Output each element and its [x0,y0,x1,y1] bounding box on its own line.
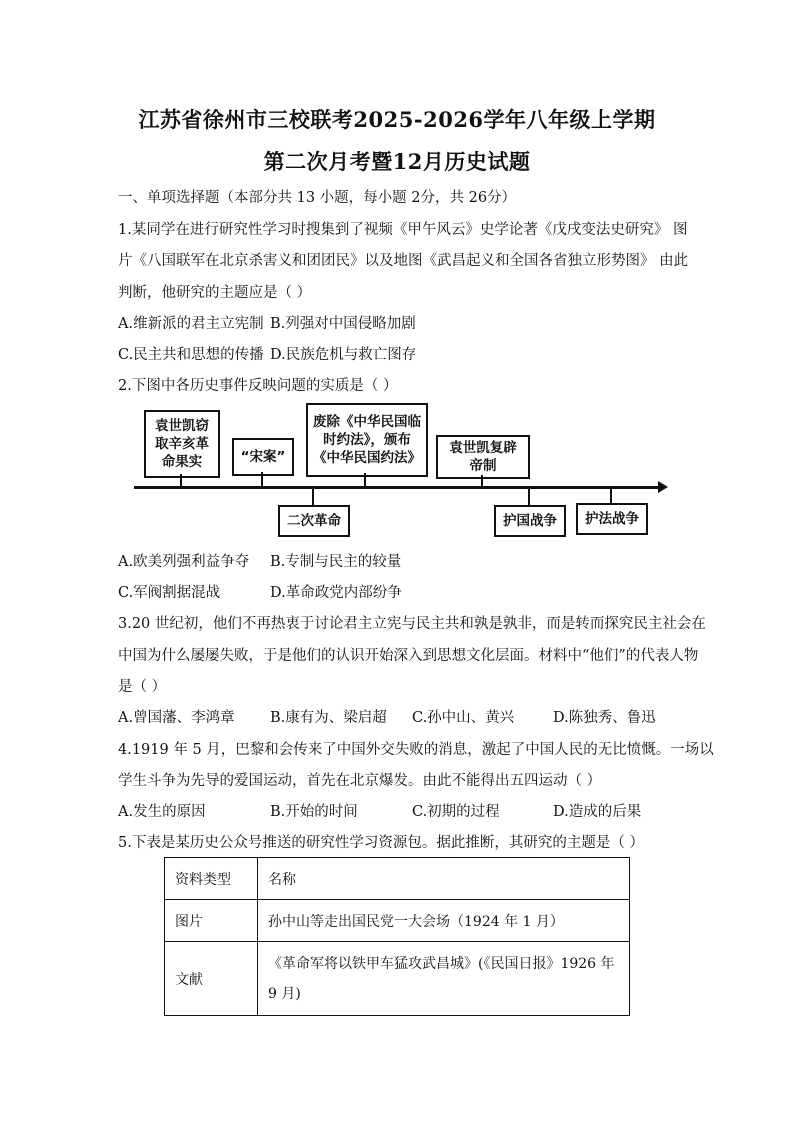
q3-stem-line1: 3.20 世纪初，他们不再热衷于讨论君主立宪与民主共和孰是孰非，而是转而探究民主社会在 [118,616,706,632]
q2-option-a[interactable]: A.欧美列强利益争夺 [118,554,250,570]
q5-resource-table [164,857,630,1016]
timeline-box-provisional-constitution: 废除《中华民国临 时约法》，颁布 《中华民国约法》 [306,403,428,477]
table-row [165,900,630,942]
q1-option-b[interactable]: B.列强对中国侵略加剧 [270,316,416,332]
timeline-tick [180,474,182,486]
q3-stem-line2: 中国为什么屡屡失败，于是他们的认识开始深入到思想文化层面。材料中“他们”的代表人物 [118,648,699,664]
q3-option-d[interactable]: D.陈独秀、鲁迅 [553,710,656,726]
section-heading: 一、单项选择题（本部分共 13 小题，每小题 2分，共 26分） [118,190,517,206]
timeline-box-second-revolution: 二次革命 [278,505,350,537]
q4-option-a[interactable]: A.发生的原因 [118,804,206,820]
q2-stem: 2.下图中各历史事件反映问题的实质是（ ） [118,378,398,394]
table-header-cell: 名称 [258,858,630,900]
timeline-tick [312,489,314,505]
q2-option-d[interactable]: D.革命政党内部纷争 [270,585,402,601]
q4-option-d[interactable]: D.造成的后果 [553,804,642,820]
table-cell: 《革命军将以铁甲车猛攻武昌城》(《民国日报》1926 年 9 月) [258,942,630,1016]
q3-option-a[interactable]: A.曾国藩、李鸿章 [118,710,235,726]
exam-title-line2: 第二次月考暨12月历史试题 [263,149,531,174]
timeline-tick [364,473,366,486]
q4-stem-line2: 学生斗争为先导的爱国运动，首先在北京爆发。由此不能得出五四运动（ ） [118,773,602,789]
timeline-axis [134,486,662,489]
table-header-row [165,858,630,900]
timeline-tick [481,475,483,486]
q1-stem-line2: 片《八国联军在北京杀害义和团团民》以及地图《武昌起义和全国各省独立形势图》 由此 [118,253,689,269]
q1-option-c[interactable]: C.民主共和思想的传播 [118,347,264,363]
table-cell: 文献 [165,942,258,1016]
q1-stem-line1: 1.某同学在进行研究性学习时搜集到了视频《甲午风云》史学论著《戊戌变法史研究》 图 [118,222,688,238]
q3-option-b[interactable]: B.康有为、梁启超 [270,710,387,726]
timeline-tick [528,489,530,505]
timeline-box-constitution-protection-war: 护法战争 [576,503,648,535]
table-cell: 孙中山等走出国民党一大会场（1924 年 1 月） [258,900,630,942]
q4-option-c[interactable]: C.初期的过程 [412,804,500,820]
q5-stem: 5.下表是某历史公众号推送的研究性学习资源包。据此推断，其研究的主题是（ ） [118,835,644,851]
q3-option-c[interactable]: C.孙中山、黄兴 [412,710,515,726]
table-header-cell: 资料类型 [165,858,258,900]
q4-option-b[interactable]: B.开始的时间 [270,804,358,820]
q3-stem-line3: 是（ ） [118,679,167,695]
timeline-tick [261,472,263,486]
table-row [165,942,630,1016]
q1-stem-line3: 判断，他研究的主题应是（ ） [118,285,312,301]
timeline-tick [610,489,612,503]
timeline-box-yuan-usurp: 袁世凯窃 取辛亥革 命果实 [144,410,220,478]
q4-stem-line1: 4.1919 年 5 月，巴黎和会传来了中国外交失败的消息，激起了中国人民的无比愤慨。一场以 [118,742,714,758]
timeline-box-national-protection-war: 护国战争 [494,505,566,537]
q2-option-b[interactable]: B.专制与民主的较量 [270,554,402,570]
timeline-box-monarchy-restoration: 袁世凯复辟 帝制 [436,435,530,479]
timeline-arrow-icon [658,481,668,493]
q1-option-a[interactable]: A.维新派的君主立宪制 [118,316,264,332]
q1-option-d[interactable]: D.民族危机与救亡图存 [270,347,417,363]
q2-option-c[interactable]: C.军阀割据混战 [118,585,221,601]
table-cell: 图片 [165,900,258,942]
timeline-box-song-case: “宋案” [232,438,294,476]
exam-title-line1: 江苏省徐州市三校联考2025-2026学年八年级上学期 [138,107,656,132]
